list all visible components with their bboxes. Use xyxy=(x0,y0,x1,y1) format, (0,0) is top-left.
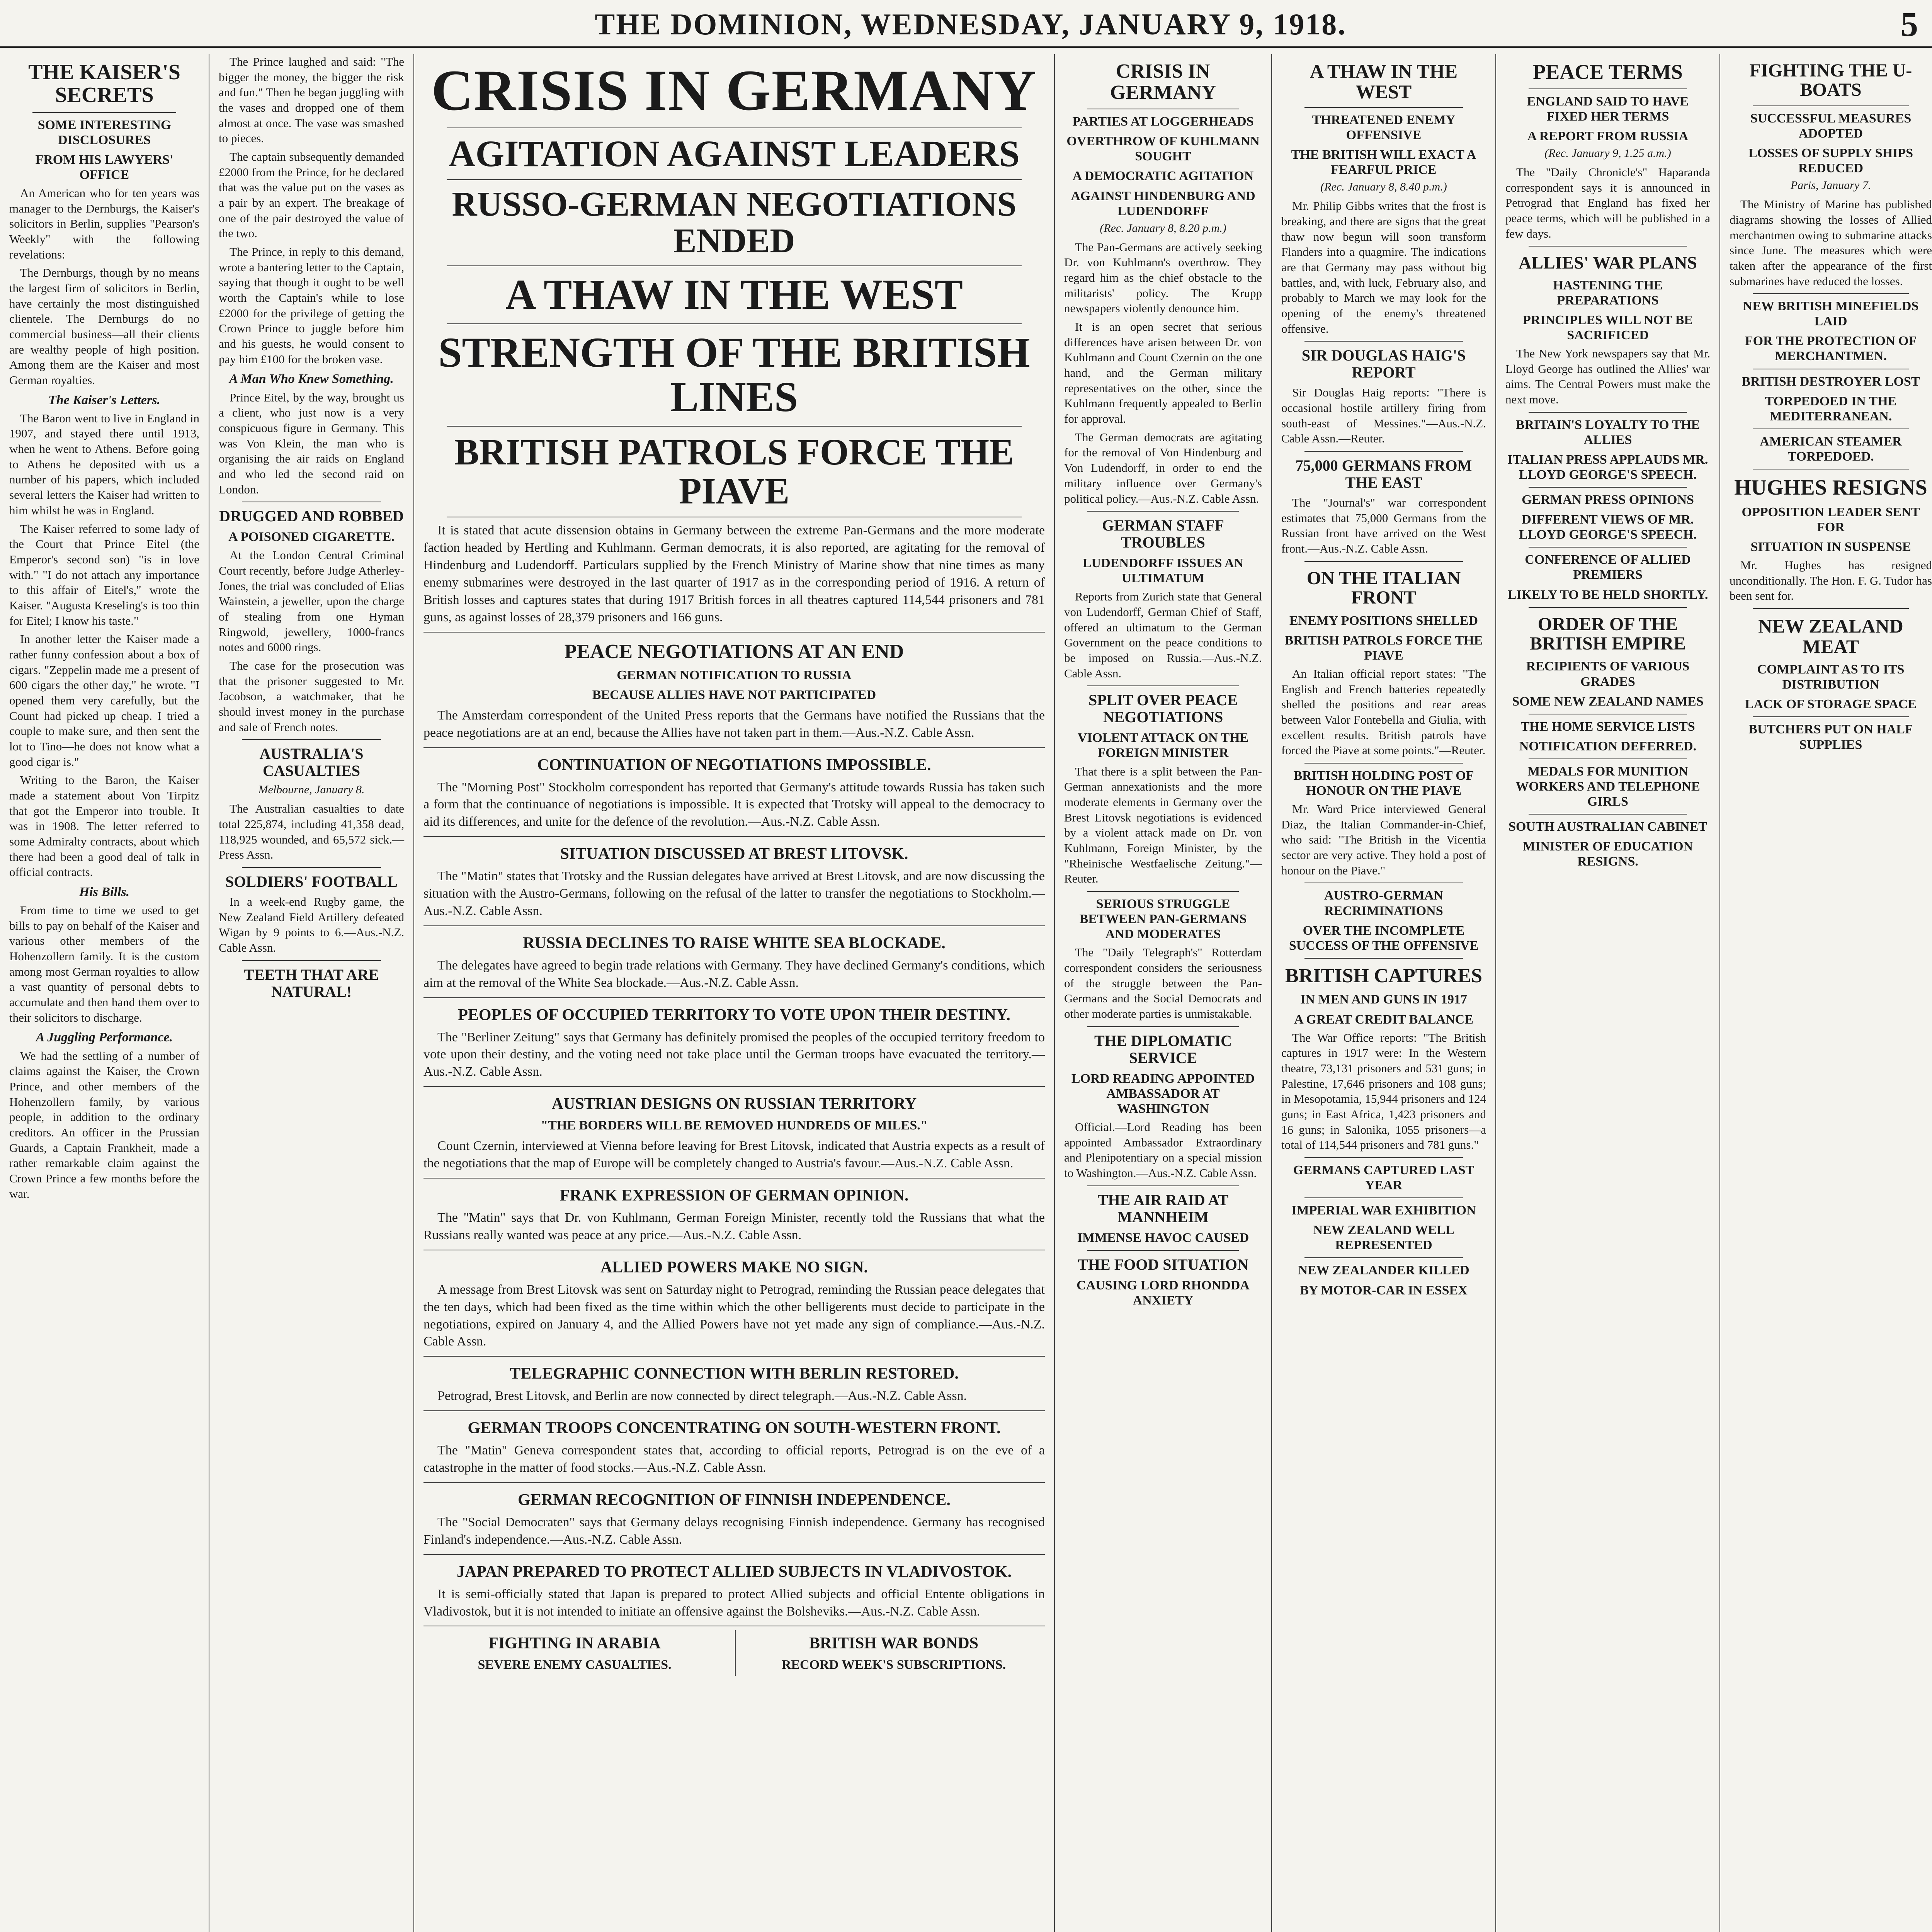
article-paragraph: From time to time we used to get bills to pay on behalf of the Kaiser and various other members of the Hohenzollern family. It is the custom among most German royalties to allow a vast quantity of personal debts to accumulate and then hand them over to their solicitors to discharge. xyxy=(9,903,199,1024)
article-paragraph: The case for the prosecution was that the prisoner suggested to Mr. Jacobson, a watchmaker, that he should invest money in the purchase and sale of French notes. xyxy=(219,659,404,734)
news-item-headline: NEW ZEALANDER KILLED xyxy=(1298,1263,1469,1278)
news-item xyxy=(423,1250,1045,1351)
article-paragraph: The Amsterdam correspondent of the United Press reports that the Germans have notified the Russians that the peace negotiations are at an end, because the Allies have not taken part in them.—Aus.-N.Z. Cable Assn. xyxy=(423,708,1045,740)
divider xyxy=(447,323,1022,324)
article-paragraph: The "Matin" says that Dr. von Kuhlmann, German Foreign Minister, recently told the Russians that what the Russians really wanted was peace at any price.—Aus.-N.Z. Cable Assn. xyxy=(423,1211,1045,1242)
section-heading: A Man Who Knew Something. xyxy=(229,372,394,386)
article-paragraph: Mr. Philip Gibbs writes that the frost is breaking, and there are signs that the great thaw now begun will soon transform Flanders into a quagmire. The indications are that Germany may pass without big battles, and, with luck, February also, and probably to March we may look for the opening of the enemy's threatened offensive. xyxy=(1281,199,1486,335)
news-item-headline: AUSTRO-GERMAN RECRIMINATIONS xyxy=(1324,888,1443,918)
subhead: OPPOSITION LEADER SENT FOR xyxy=(1742,505,1920,534)
subhead: IN MEN AND GUNS IN 1917 xyxy=(1300,992,1467,1007)
news-item-headline: BUTCHERS PUT ON HALF SUPPLIES xyxy=(1748,722,1913,752)
subhead: ENGLAND SAID TO HAVE FIXED HER TERMS xyxy=(1527,94,1689,124)
teeth-headline: TEETH THAT ARE NATURAL! xyxy=(244,966,379,1000)
divider xyxy=(1753,293,1909,294)
column-2 xyxy=(209,54,413,1932)
article-paragraph: The Ministry of Marine has published diagrams showing the losses of Allied merchantmen owing to submarine attacks since June. The measures which were taken after the appearance of the first submarines have reduced the losses. xyxy=(1730,197,1932,288)
war-plans-headline: ALLIES' WAR PLANS xyxy=(1519,253,1697,273)
news-item-headline: BRITISH WAR BONDS xyxy=(809,1634,979,1653)
u-boats-headline: FIGHTING THE U-BOATS xyxy=(1749,60,1912,100)
peace-subhead-2: BECAUSE ALLIES HAVE NOT PARTICIPATED xyxy=(592,687,876,702)
peace-subhead: GERMAN NOTIFICATION TO RUSSIA xyxy=(617,668,852,682)
article-paragraph: The "Journal's" war correspondent estimates that 75,000 Germans from the Russian front have arrived on the West front.—Aus.-N.Z. Cable Assn. xyxy=(1281,496,1486,556)
page-number: 5 xyxy=(1901,5,1918,44)
article-paragraph: The Pan-Germans are actively seeking Dr. von Kuhlmann's overthrow. They regard him as the chief obstacle to the militarists' policy. The Krupp newspapers violently denounce him. xyxy=(1064,240,1262,315)
divider xyxy=(32,112,176,113)
article-paragraph: The "Daily Chronicle's" Haparanda correspondent says it is announced in Petrograd that England has fixed her peace terms, which will be published in a few days. xyxy=(1505,165,1710,240)
dateline: (Rec. January 9, 1.25 a.m.) xyxy=(1544,146,1671,160)
news-item-headline: MEDALS FOR MUNITION WORKERS AND TELEPHONE GIRLS xyxy=(1515,764,1700,809)
news-item-headline: PEOPLES OF OCCUPIED TERRITORY TO VOTE UPON THEIR DESTINY. xyxy=(458,1006,1010,1024)
divider xyxy=(447,426,1022,427)
subhead: SOME NEW ZEALAND NAMES xyxy=(1512,694,1704,709)
divider xyxy=(1529,814,1687,815)
article-paragraph: The Kaiser referred to some lady of the Court that Prince Eitel (the Emperor's second son) "is in love with." "I do not attach any importance to this affair of Eitel's," wrote the Kaiser. "Augusta Kreseling's is too thin for Eitel; I know his taste." xyxy=(9,522,199,628)
dateline: Paris, January 7. xyxy=(1790,179,1871,192)
news-item xyxy=(423,925,1045,992)
subhead: A GREAT CREDIT BALANCE xyxy=(1294,1012,1473,1027)
divider xyxy=(1529,246,1687,247)
arabia-item xyxy=(423,1630,726,1675)
subhead: LOSSES OF SUPPLY SHIPS REDUCED xyxy=(1748,146,1913,176)
article-paragraph: The "Matin" states that Trotsky and the Russian delegates have arrived at Brest Litovsk, and are now discussing the situation with the Austro-Germans, following on the refusal of the latter to transfer the negotiations to Stockholm.—Aus.-N.Z. Cable Assn. xyxy=(423,869,1045,918)
article-paragraph: The Australian casualties to date total 225,874, including 41,358 dead, 118,925 wounded, and 65,572 sick.—Press Assn. xyxy=(219,802,404,862)
british-captures-headline: BRITISH CAPTURES xyxy=(1285,964,1483,987)
article-paragraph: The Prince laughed and said: "The bigger the money, the bigger the risk and fun." Then he began juggling with the vases and dropped one of them almost at once. The vase was smashed to pieces. xyxy=(219,55,404,145)
dateline: (Rec. January 8, 8.40 p.m.) xyxy=(1320,180,1447,194)
news-item-subhead: LUDENDORFF ISSUES AN ULTIMATUM xyxy=(1082,556,1244,586)
peace-section xyxy=(423,632,1045,742)
meat-headline: NEW ZEALAND MEAT xyxy=(1758,615,1903,657)
section-heading: His Bills. xyxy=(79,884,130,899)
article-paragraph: The New York newspapers say that Mr. Lloyd George has outlined the Allies' war aims. The Central Powers must make the next move. xyxy=(1505,347,1710,406)
article-paragraph: It is an open secret that serious differences have arisen between Dr. von Kuhlmann and Count Czernin on the one hand, and the German military representatives on the other, since the Kuhlmann frequently appealed to Berlin for approval. xyxy=(1064,320,1262,426)
section-heading: The Kaiser's Letters. xyxy=(48,393,160,407)
news-item-headline: SPLIT OVER PEACE NEGOTIATIONS xyxy=(1088,691,1238,726)
article-paragraph: In a week-end Rugby game, the New Zealand Field Artillery defeated Wigan by 9 points to 6.—Aus.-N.Z. Cable Assn. xyxy=(219,895,404,955)
news-item-subhead: FOR THE PROTECTION OF MERCHANTMEN. xyxy=(1745,334,1917,364)
news-item-subhead: SEVERE ENEMY CASUALTIES. xyxy=(478,1658,672,1672)
subhead: COMPLAINT AS TO ITS DISTRIBUTION xyxy=(1757,662,1905,692)
news-item-headline: THE FOOD SITUATION xyxy=(1078,1255,1248,1273)
article-paragraph: The captain subsequently demanded £2000 from the Prince, for he declared that was the value put on the vases as a pair by an expert. The breakage of one of the pair destroyed the value of the two. xyxy=(219,150,404,240)
column-5 xyxy=(1055,54,1271,1932)
divider xyxy=(1304,561,1463,562)
article-paragraph: Official.—Lord Reading has been appointed Ambassador Extraordinary and Plenipotentiary on a special mission to Washington.—Aus.-N.Z. Cable Assn. xyxy=(1064,1120,1262,1180)
article-paragraph: The War Office reports: "The British captures in 1917 were: In the Western theatre, 73,131 prisoners and 531 guns; in Palestine, 17,646 prisoners and 108 guns; in Mesopotamia, 15,944 prisoners and 124 guns; in East Africa, 1,423 prisoners and 16 guns; in Salonika, 1055 prisoners—a total of 114,544 prisoners and 781 guns." xyxy=(1281,1031,1486,1152)
peace-headline: PEACE NEGOTIATIONS AT AN END xyxy=(564,640,904,663)
news-item xyxy=(423,1178,1045,1244)
news-item-subhead: LORD READING APPOINTED AMBASSADOR AT WASHINGTON xyxy=(1071,1071,1255,1116)
divider xyxy=(1087,511,1239,512)
article-paragraph: It is semi-officially stated that Japan is prepared to protect Allied subjects and official Entente obligations in Vladivostok, but it is not intended to initiate an offensive against the Bolsheviks.—Aus.-N.Z. Cable Assn. xyxy=(423,1587,1045,1619)
subhead: PARTIES AT LOGGERHEADS xyxy=(1072,114,1254,129)
news-item-headline: THE AIR RAID AT MANNHEIM xyxy=(1097,1191,1229,1226)
subhead: A DEMOCRATIC AGITATION xyxy=(1072,169,1254,184)
bonds-item xyxy=(735,1630,1045,1675)
news-item-headline: RUSSIA DECLINES TO RAISE WHITE SEA BLOCKADE. xyxy=(523,934,946,952)
news-item-headline: GERMANS CAPTURED LAST YEAR xyxy=(1293,1163,1475,1193)
divider xyxy=(1304,1257,1463,1258)
divider xyxy=(1529,607,1687,608)
article-paragraph: An Italian official report states: "The English and French batteries repeatedly shelled the positions and rear areas between Valor Fontebella and Giulia, with excellent results. British patrols have forced the Piave at some points."—Reuter. xyxy=(1281,667,1486,757)
news-item-headline: CONFERENCE OF ALLIED PREMIERS xyxy=(1525,553,1691,582)
drugged-headline: DRUGGED AND ROBBED xyxy=(219,507,404,525)
article-paragraph: Petrograd, Brest Litovsk, and Berlin are now connected by direct telegraph.—Aus.-N.Z. Cable Assn. xyxy=(437,1389,967,1403)
divider xyxy=(1304,451,1463,452)
news-item-subhead: BY MOTOR-CAR IN ESSEX xyxy=(1300,1283,1468,1298)
divider xyxy=(242,960,381,961)
news-item-subhead: NOTIFICATION DEFERRED. xyxy=(1519,739,1697,753)
news-item-subhead: DIFFERENT VIEWS OF MR. LLOYD GEORGE'S SPEECH. xyxy=(1519,512,1697,542)
news-item-headline: TELEGRAPHIC CONNECTION WITH BERLIN RESTORED. xyxy=(510,1365,959,1383)
news-item-headline: GERMAN PRESS OPINIONS xyxy=(1522,493,1694,507)
subhead: SUCCESSFUL MEASURES ADOPTED xyxy=(1750,111,1912,141)
bottom-items xyxy=(423,1626,1045,1675)
news-item-headline: GERMAN TROOPS CONCENTRATING ON SOUTH-WESTERN FRONT. xyxy=(468,1419,1001,1437)
news-item-headline: JAPAN PREPARED TO PROTECT ALLIED SUBJECTS IN VLADIVOSTOK. xyxy=(456,1563,1012,1581)
news-item-subhead: OVER THE INCOMPLETE SUCCESS OF THE OFFENSIVE xyxy=(1289,923,1479,953)
crisis-headline: CRISIS IN GERMANY xyxy=(431,58,1037,122)
divider xyxy=(242,867,381,868)
news-item-subhead: IMMENSE HAVOC CAUSED xyxy=(1077,1230,1249,1245)
divider xyxy=(1087,1185,1239,1186)
news-item-headline: SERIOUS STRUGGLE BETWEEN PAN-GERMANS AND MODERATES xyxy=(1079,896,1247,942)
article-paragraph: A message from Brest Litovsk was sent on Saturday night to Petrograd, reminding the Russian peace delegates that the ten days, which had been fixed as the time within which the other belligerents must decide to participate in the negotiations, expired on January 4, and the Allied Powers have not yet made any sign of compliance.—Aus.-N.Z. Cable Assn. xyxy=(423,1282,1045,1349)
peace-terms-headline: PEACE TERMS xyxy=(1533,60,1683,83)
subhead: ENEMY POSITIONS SHELLED xyxy=(1289,613,1478,628)
article-paragraph: We had the settling of a number of claims against the Kaiser, the Crown Prince, and other members of the Hohenzollern family, by various people, in addition to the ordinary creditors. An officer in the Prussian Guards, a Captain Frankheit, made a rather remarkable claim against the Crown Prince a few months before the war. xyxy=(9,1049,199,1201)
subhead: PRINCIPLES WILL NOT BE SACRIFICED xyxy=(1523,313,1693,342)
article-paragraph: The "Matin" Geneva correspondent states that, according to official reports, Petrograd is on the eve of a catastrophe in the matter of food stocks.—Aus.-N.Z. Cable Assn. xyxy=(423,1443,1045,1475)
news-item-headline: AUSTRIAN DESIGNS ON RUSSIAN TERRITORY xyxy=(551,1095,917,1113)
subhead: BRITISH PATROLS FORCE THE PIAVE xyxy=(1284,633,1483,663)
news-item-subhead: ITALIAN PRESS APPLAUDS MR. LLOYD GEORGE'S SPEECH. xyxy=(1507,452,1708,482)
news-item-headline: FIGHTING IN ARABIA xyxy=(488,1634,661,1653)
subhead: RECIPIENTS OF VARIOUS GRADES xyxy=(1526,659,1690,689)
divider xyxy=(1529,547,1687,548)
kaiser-secrets-subhead-2: FROM HIS LAWYERS' OFFICE xyxy=(35,152,173,182)
article-paragraph: Mr. Ward Price interviewed General Diaz, the Italian Commander-in-Chief, who said: "The British in the Vicentia sector are very active. They hold a post of honour on the Piave." xyxy=(1281,802,1486,877)
drugged-subhead: A POISONED CIGARETTE. xyxy=(228,530,395,544)
column-6 xyxy=(1271,54,1495,1932)
negotiations-headline: RUSSO-GERMAN NEGOTIATIONS ENDED xyxy=(452,185,1017,260)
divider xyxy=(1304,107,1463,108)
news-item-headline: ALLIED POWERS MAKE NO SIGN. xyxy=(600,1258,868,1276)
news-item-headline: SIR DOUGLAS HAIG'S REPORT xyxy=(1301,347,1466,381)
divider xyxy=(1304,958,1463,959)
subhead: OVERTHROW OF KUHLMANN SOUGHT xyxy=(1066,134,1260,164)
italian-front-headline: ON THE ITALIAN FRONT xyxy=(1306,568,1461,608)
divider xyxy=(447,265,1022,266)
news-item-subhead: LIKELY TO BE HELD SHORTLY. xyxy=(1507,587,1708,602)
news-item xyxy=(423,1482,1045,1549)
subhead: AGAINST HINDENBURG AND LUDENDORFF xyxy=(1071,189,1255,218)
news-item-subhead: VIOLENT ATTACK ON THE FOREIGN MINISTER xyxy=(1077,731,1249,760)
news-item-headline: NEW BRITISH MINEFIELDS LAID xyxy=(1743,299,1919,329)
news-item-headline: FRANK EXPRESSION OF GERMAN OPINION. xyxy=(560,1187,909,1205)
news-item xyxy=(423,836,1045,920)
order-empire-headline: ORDER OF THE BRITISH EMPIRE xyxy=(1529,614,1686,654)
divider xyxy=(1304,1197,1463,1198)
divider xyxy=(1529,88,1687,89)
kaiser-secrets-headline: THE KAISER'S SECRETS xyxy=(28,60,180,107)
divider xyxy=(1753,105,1909,106)
news-item-headline: BRITISH DESTROYER LOST xyxy=(1742,374,1920,389)
news-item xyxy=(423,747,1045,831)
news-item-headline: IMPERIAL WAR EXHIBITION xyxy=(1291,1203,1476,1218)
article-paragraph: At the London Central Criminal Court recently, before Judge Atherley-Jones, the trial was concluded of Elias Wainstein, a jeweller, upon the charge of stealing from one Hyman Ringwold, jewellery, 1000-francs notes and 6000 rings. xyxy=(219,548,404,654)
article-paragraph: Reports from Zurich state that General von Ludendorff, German Chief of Staff, offered an ultimatum to the German Government on the peace conditions to be imposed on Russia.—Aus.-N.Z. Cable Assn. xyxy=(1064,590,1262,680)
australia-casualties-headline: AUSTRALIA'S CASUALTIES xyxy=(259,745,364,780)
news-item-headline: BRITISH HOLDING POST OF HONOUR ON THE PIAVE xyxy=(1293,768,1474,798)
masthead-title: THE DOMINION, WEDNESDAY, JANUARY 9, 1918. xyxy=(595,7,1347,41)
divider xyxy=(1753,608,1909,609)
subhead: THREATENED ENEMY OFFENSIVE xyxy=(1312,113,1456,143)
patrols-headline: BRITISH PATROLS FORCE THE PIAVE xyxy=(454,431,1014,512)
article-paragraph: Writing to the Baron, the Kaiser made a statement about Von Tirpitz that got the Emperor into trouble. It was in 1908. The letter referred to some Admiralty contracts, about which there had been a good deal of talk in official contracts. xyxy=(9,773,199,879)
news-item-subhead: TORPEDOED IN THE MEDITERRANEAN. xyxy=(1765,394,1897,423)
news-item xyxy=(423,1554,1045,1621)
article-paragraph: The Prince, in reply to this demand, wrote a bantering letter to the Captain, saying that though it ought to be well worth the Captain's while to lose £2000 for the privilege of getting the Crown Prince to juggle before him and his guests, he would consent to pay him £100 for the broken vase. xyxy=(219,245,404,366)
divider xyxy=(447,179,1022,180)
news-item xyxy=(423,1410,1045,1477)
crisis-column-headline: CRISIS IN GERMANY xyxy=(1110,60,1216,104)
article-paragraph: Count Czernin, interviewed at Vienna before leaving for Brest Litovsk, indicated that Austria expects as a result of the negotiations that the map of Europe will be completely changed to Austria's favour.—Aus.-N.Z. Cable Assn. xyxy=(423,1139,1045,1171)
lead-paragraph: It is stated that acute dissension obtains in Germany between the extreme Pan-Germans and the more moderate faction headed by Hertling and Kuhlmann. German democrats, it is also reported, are agitating for the removal of Hindenburg and Ludendorff. Particulars supplied by the French Ministry of Marine show that nine times as many enemy submarines were destroyed in the last quarter of 1917 as in the corresponding period of 1916. A return of British losses and captures states that during 1917 British forces in all theatres captured 114,544 prisoners and 781 guns, as against losses of 28,379 prisoners and 166 guns. xyxy=(423,523,1045,624)
divider xyxy=(1304,763,1463,764)
news-item-subhead: CAUSING LORD RHONDDA ANXIETY xyxy=(1077,1278,1250,1308)
column-1 xyxy=(0,54,209,1932)
strength-headline: STRENGTH OF THE BRITISH LINES xyxy=(438,328,1030,421)
dateline: Melbourne, January 8. xyxy=(258,783,365,796)
news-item-headline: GERMAN RECOGNITION OF FINNISH INDEPENDENCE. xyxy=(518,1491,951,1509)
article-paragraph: The delegates have agreed to begin trade relations with Germany. They have declined Germany's conditions, which aim at the removal of the White Sea blockade.—Aus.-N.Z. Cable Assn. xyxy=(423,958,1045,990)
divider xyxy=(1304,341,1463,342)
masthead xyxy=(0,0,1932,48)
hughes-headline: HUGHES RESIGNS xyxy=(1734,476,1927,500)
news-item-headline: SITUATION DISCUSSED AT BREST LITOVSK. xyxy=(560,845,908,863)
subhead: THE BRITISH WILL EXACT A FEARFUL PRICE xyxy=(1291,148,1476,177)
news-item-subhead: NEW ZEALAND WELL REPRESENTED xyxy=(1313,1223,1454,1253)
thaw-headline: A THAW IN THE WEST xyxy=(505,271,963,318)
article-paragraph: The "Berliner Zeitung" says that Germany has definitely promised the peoples of the occupied territory freedom to vote upon their destiny, and the voting need not take place until the German troops have evacuated the territory.—Aus.-N.Z. Cable Assn. xyxy=(423,1030,1045,1079)
news-item xyxy=(423,1356,1045,1405)
subhead: LACK OF STORAGE SPACE xyxy=(1745,697,1917,712)
article-paragraph: The "Social Democraten" says that Germany delays recognising Finnish independence. Germany has recognised Finland's independence.—Aus.-N.Z. Cable Assn. xyxy=(423,1515,1045,1547)
news-item-subhead: "THE BORDERS WILL BE REMOVED HUNDREDS OF MILES." xyxy=(541,1118,928,1133)
news-item-headline: SOUTH AUSTRALIAN CABINET xyxy=(1509,820,1707,834)
kaiser-secrets-subhead: SOME INTERESTING DISCLOSURES xyxy=(37,117,171,147)
subhead: SITUATION IN SUSPENSE xyxy=(1750,540,1911,554)
article-paragraph: Mr. Hughes has resigned unconditionally. The Hon. F. G. Tudor has been sent for. xyxy=(1730,558,1932,603)
article-paragraph: The "Daily Telegraph's" Rotterdam correspondent considers the seriousness of the struggle between the Pan-Germans and the Social Democrats and other moderate parties is unmistakable. xyxy=(1064,946,1262,1020)
article-paragraph: The Dernburgs, though by no means the largest firm of solicitors in Berlin, have certainly the most distinguished clientele. The Dernburgs do no commercial business—all their clients are wealthy people of high position. Among them are the Kaiser and most German royalties. xyxy=(9,266,199,387)
divider xyxy=(1529,487,1687,488)
news-item-headline: 75,000 GERMANS FROM THE EAST xyxy=(1295,457,1472,492)
news-item xyxy=(423,997,1045,1081)
article-paragraph: In another letter the Kaiser made a rather funny confession about a box of cigars. "Zeppelin made me a present of 600 cigars the other day," he wrote. "I opened them very carefully, but the Count had picked up cheap. I tried a couple to make sure, and then sent the lot to Tino—he does not know what a good cigar is." xyxy=(9,632,199,769)
soldiers-football-headline: SOLDIERS' FOOTBALL xyxy=(225,873,398,891)
article-paragraph: The Baron went to live in England in 1907, and stayed there until 1913, when he went to Athens. Before going to Athens he deposited with us a number of his papers, which included several letters the Kaiser had written to him whilst he was in England. xyxy=(9,411,199,517)
news-item-headline: THE DIPLOMATIC SERVICE xyxy=(1094,1032,1232,1066)
divider xyxy=(1087,685,1239,686)
news-item-headline: THE HOME SERVICE LISTS xyxy=(1520,719,1695,734)
thaw-column-headline: A THAW IN THE WEST xyxy=(1310,60,1458,102)
news-item-subhead: RECORD WEEK'S SUBSCRIPTIONS. xyxy=(781,1658,1006,1672)
center-feature xyxy=(413,54,1055,1932)
article-paragraph: The "Morning Post" Stockholm correspondent has reported that Germany's attitude towards Russia has taken such a form that the continuance of negotiations is impossible. It is expected that Trotsky will appeal to the democracy to aid its differences, and unite for the defence of the revolution.—Aus.-N.Z. Cable Assn. xyxy=(423,780,1045,829)
news-item-headline: BRITAIN'S LOYALTY TO THE ALLIES xyxy=(1515,417,1700,447)
article-paragraph: Prince Eitel, by the way, brought us a client, who just now is a very conspicuous figure in Germany. This was Von Klein, the man who is organising the air raids on England and who led the second raid on London. xyxy=(219,390,404,496)
article-paragraph: An American who for ten years was manager to the Dernburgs, the Kaiser's solicitors in Berlin, supplies "Pearson's Weekly" with the following revelations: xyxy=(9,186,199,261)
divider xyxy=(1087,1026,1239,1027)
divider xyxy=(1753,716,1909,717)
divider xyxy=(1087,891,1239,892)
news-item-subhead: MINISTER OF EDUCATION RESIGNS. xyxy=(1522,839,1693,869)
column-8 xyxy=(1719,54,1932,1932)
subhead: HASTENING THE PREPARATIONS xyxy=(1553,278,1663,308)
news-item-headline: AMERICAN STEAMER TORPEDOED. xyxy=(1760,434,1902,464)
column-7 xyxy=(1495,54,1719,1932)
divider xyxy=(1087,1250,1239,1251)
news-item-headline: CONTINUATION OF NEGOTIATIONS IMPOSSIBLE. xyxy=(537,756,931,774)
divider xyxy=(1529,412,1687,413)
divider xyxy=(242,739,381,740)
news-item-headline: GERMAN STAFF TROUBLES xyxy=(1102,517,1224,551)
divider xyxy=(1304,1157,1463,1158)
article-paragraph: The German democrats are agitating for the removal of Von Hindenburg and Von Ludendorff, in order to end the military influence over Germany's political policy.—Aus.-N.Z. Cable Assn. xyxy=(1064,430,1262,505)
news-item xyxy=(423,1086,1045,1172)
article-paragraph: That there is a split between the Pan-German annexationists and the more moderate elements in Germany over the Brest Litovsk negotiations is evidenced by a violent attack made on Dr. von Kuhlmann, Foreign Minister, by the "Rheinische Westfaelische Zeitung."—Reuter. xyxy=(1064,764,1262,886)
agitation-headline: AGITATION AGAINST LEADERS xyxy=(449,133,1020,174)
article-paragraph: Sir Douglas Haig reports: "There is occasional hostile artillery firing from south-east of Messines."—Aus.-N.Z. Cable Assn.—Reuter. xyxy=(1281,386,1486,446)
subhead: A REPORT FROM RUSSIA xyxy=(1527,129,1689,143)
dateline: (Rec. January 8, 8.20 p.m.) xyxy=(1100,221,1226,235)
section-heading: A Juggling Performance. xyxy=(36,1030,173,1045)
